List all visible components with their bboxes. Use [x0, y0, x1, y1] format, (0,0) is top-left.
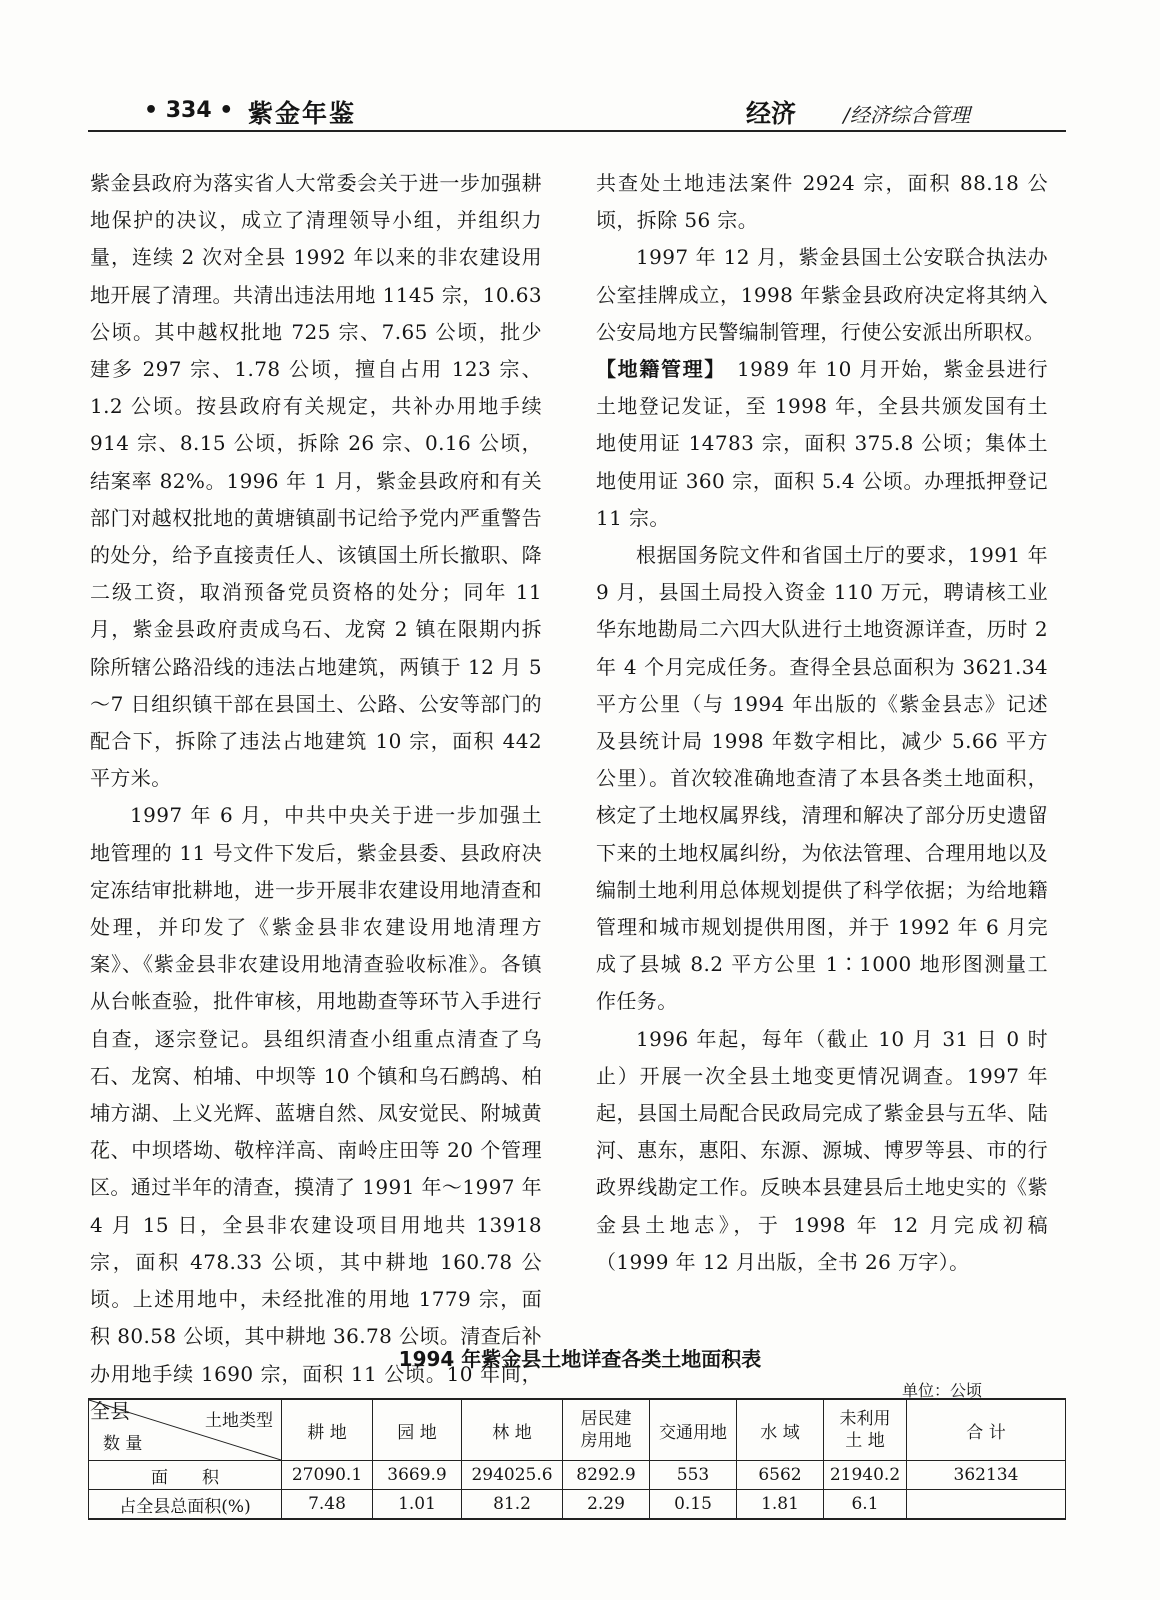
- table-cell: [907, 1490, 1066, 1520]
- table-header-row: [89, 1399, 1066, 1461]
- page-number: • 334 •: [144, 98, 234, 123]
- table-cell: 294025.6: [462, 1461, 563, 1490]
- paragraph-text: 1989 年 10 月开始，紫金县进行土地登记发证，至 1998 年，全县共颁发国有土地使用证 14783 宗，面积 375.8 公顷；集体土地使用证 360 宗，面积 5.4 公顷。办理抵押登记 11 宗。: [596, 357, 1049, 530]
- table-cell: 8292.9: [563, 1461, 650, 1490]
- section-tag: 【地籍管理】: [596, 357, 716, 382]
- table-cell: 2.29: [563, 1490, 650, 1520]
- table-cell: 362134: [907, 1461, 1066, 1490]
- paragraph: 1996 年起，每年（截止 10 月 31 日 0 时止）开展一次全县土地变更情况调查。1997 年起，县国土局配合民政局完成了紫金县与五华、陆河、惠东，惠阳、东源、源城、博罗等县、市的行政界线勘定工作。反映本县建县后土地史实的《紫金县土地志》，于 1998 年 12 月完成初稿（1999 年 12 月出版，全书 26 万字）。: [596, 1026, 1048, 1274]
- land-area-table: [88, 1398, 1066, 1520]
- table-cell: 21940.2: [824, 1461, 907, 1490]
- column-header: 合 计: [907, 1399, 1066, 1461]
- column-header: 居民建房用地: [563, 1399, 650, 1461]
- paragraph: 共查处土地违法案件 2924 宗，面积 88.18 公顷，拆除 56 宗。: [596, 171, 1048, 233]
- table-row: [89, 1490, 1066, 1520]
- column-header: 水 域: [737, 1399, 824, 1461]
- column-header: 园 地: [373, 1399, 462, 1461]
- left-column: [90, 165, 542, 1430]
- paragraph: 1997 年 6 月，中共中央关于进一步加强土地管理的 11 号文件下发后，紫金县委、县政府决定冻结审批耕地，进一步开展非农建设用地清查和处理，并印发了《紫金县非农建设用地清理方案》、《紫金县非农建设用地清查验收标准》。各镇从台帐查验，批件审核，用地勘查等环节入手进行自查，逐宗登记。县组织清查小组重点清查了乌石、龙窝、柏埔、中坝等 10 个镇和乌石鹧鸪、柏埔方湖、上义光辉、蓝塘自然、凤安觉民、附城黄花、中坝塔坳、敬梓洋高、南岭庄田等 20 个管理区。通过半年的清查，摸清了 1991 年～1997 年 4 月 15 日，全县非农建设项目用地共 13918 宗，面积 478.33 公顷，其中耕地 160.78 公顷。上述用地中，未经批准的用地 1779 宗，面积 80.58 公顷，其中耕地 36.78 公顷。清查后补办用地手续 1690 宗，面积 11 公顷。10 年间，全县: [90, 803, 542, 1423]
- paragraph: 紫金县政府为落实省人大常委会关于进一步加强耕地保护的决议，成立了清理领导小组，并组织力量，连续 2 次对全县 1992 年以来的非农建设用地开展了清理。共清出违法用地 1145 宗，10.63 公顷。其中越权批地 725 宗、7.65 公顷，批少建多 297 宗、1.78 公顷，擅自占用 123 宗、1.2 公顷。按县政府有关规定，共补办用地手续 914 宗、8.15 公顷，拆除 26 宗、0.16 公顷，结案率 82%。1996 年 1 月，紫金县政府和有关部门对越权批地的黄塘镇副书记给予党内严重警告的处分，给予直接责任人、该镇国土所长撤职、降二级工资，取消预备党员资格的处分；同年 11 月，紫金县政府责成乌石、龙窝 2 镇在限期内拆除所辖公路沿线的违法占地建筑，两镇于 12 月 5～7 日组织镇干部在县国土、公路、公安等部门的配合下，拆除了违法占地建筑 10 宗，面积 442 平方米。: [90, 171, 542, 791]
- column-header: 耕 地: [282, 1399, 373, 1461]
- row-label: 占全县总面积(%): [89, 1490, 282, 1520]
- table-cell: 0.15: [650, 1490, 737, 1520]
- paragraph-cadastral: [596, 351, 1048, 537]
- table-title: 1994 年紫金县土地详查各类土地面积表: [398, 1347, 762, 1371]
- section-title: 经济: [745, 99, 796, 128]
- table-unit: 单位：公顷: [902, 1381, 983, 1400]
- header-land-type: 土地类型: [205, 1411, 273, 1431]
- column-header: 林 地: [462, 1399, 563, 1461]
- book-title: 紫金年鉴: [248, 99, 357, 128]
- paragraph: 根据国务院文件和省国土厅的要求，1991 年 9 月，县国土局投入资金 110 万元，聘请核工业华东地勘局二六四大队进行土地资源详查，历时 2 年 4 个月完成任务。查得全县总面积为 3621.34 平方公里（与 1994 年出版的《紫金县志》记述及县统计局 1998 年数字相比，减少 5.66 平方公里）。首次较准确地查清了本县各类土地面积，核定了土地权属界线，清理和解决了部分历史遗留下来的土地权属纠纷，为依法管理、合理用地以及编制土地利用总体规划提供了科学依据；为给地籍管理和城市规划提供用图，并于 1992 年 6 月完成了县城 8.2 平方公里 1∶1000 地形图测量工作任务。: [596, 543, 1048, 1014]
- table-cell: 3669.9: [373, 1461, 462, 1490]
- running-header: [88, 92, 1066, 132]
- table-cell: 1.01: [373, 1490, 462, 1520]
- table-cell: 81.2: [462, 1490, 563, 1520]
- diagonal-header-cell: [89, 1399, 282, 1461]
- right-column: [596, 165, 1048, 1281]
- header-quantity: 数 量: [103, 1434, 143, 1454]
- table-row: [89, 1461, 1066, 1490]
- table-cell: 27090.1: [282, 1461, 373, 1490]
- row-label: 面 积: [89, 1461, 282, 1490]
- column-header: 未利用土 地: [824, 1399, 907, 1461]
- table-cell: 553: [650, 1461, 737, 1490]
- table-cell: 6562: [737, 1461, 824, 1490]
- paragraph: 1997 年 12 月，紫金县国土公安联合执法办公室挂牌成立，1998 年紫金县政府决定将其纳入公安局地方民警编制管理，行使公安派出所职权。: [596, 245, 1048, 344]
- column-header: 交通用地: [650, 1399, 737, 1461]
- table-cell: 1.81: [737, 1490, 824, 1520]
- table-cell: 6.1: [824, 1490, 907, 1520]
- table-cell: 7.48: [282, 1490, 373, 1520]
- subsection-title: /经济综合管理: [843, 103, 970, 127]
